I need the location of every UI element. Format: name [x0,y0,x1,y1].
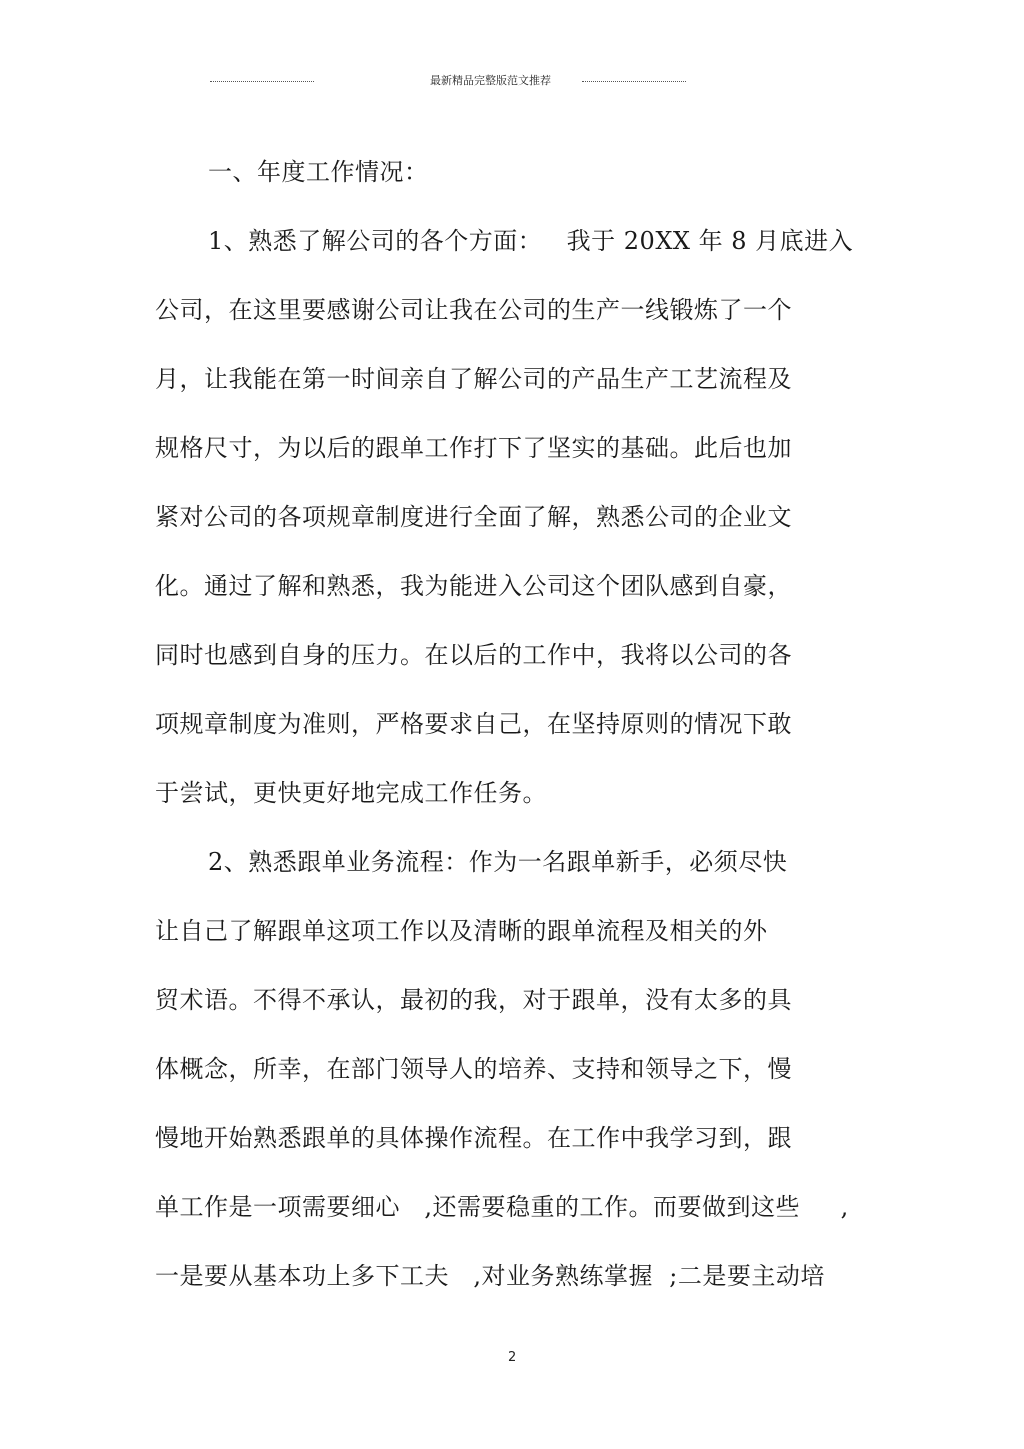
paragraph-line: 规格尺寸，为以后的跟单工作打下了坚实的基础。此后也加 [155,434,792,462]
header-rule-left [210,81,314,82]
paragraph-line: 月，让我能在第一时间亲自了解公司的产品生产工艺流程及 [155,365,792,393]
header-rule-right [582,81,686,82]
paragraph-line: 项规章制度为准则，严格要求自己，在坚持原则的情况下敢 [155,710,792,738]
paragraph-line: 化。通过了解和熟悉，我为能进入公司这个团队感到自豪， [155,572,792,600]
paragraph-line: 慢地开始熟悉跟单的具体操作流程。在工作中我学习到，跟 [155,1124,792,1152]
paragraph-line: 单工作是一项需要细心 ,还需要稳重的工作。而要做到这些 , [155,1193,849,1221]
paragraph-line: 2、熟悉跟单业务流程：作为一名跟单新手，必须尽快 [208,848,788,876]
paragraph-line: 贸术语。不得不承认，最初的我，对于跟单，没有太多的具 [155,986,792,1014]
paragraph-line: 1、熟悉了解公司的各个方面： 我于 20XX 年 8 月底进入 [208,227,854,255]
page-number: 2 [508,1350,517,1365]
paragraph-line: 让自己了解跟单这项工作以及清晰的跟单流程及相关的外 [155,917,768,945]
paragraph-line: 同时也感到自身的压力。在以后的工作中，我将以公司的各 [155,641,792,669]
header-title: 最新精品完整版范文推荐 [430,74,551,87]
paragraph-line: 公司，在这里要感谢公司让我在公司的生产一线锻炼了一个 [155,296,792,324]
paragraph-line: 紧对公司的各项规章制度进行全面了解，熟悉公司的企业文 [155,503,792,531]
paragraph-line: 一是要从基本功上多下工夫 ,对业务熟练掌握 ;二是要主动培 [155,1262,825,1290]
paragraph-line: 于尝试，更快更好地完成工作任务。 [155,779,547,807]
page-header [0,73,1024,89]
paragraph-line: 体概念，所幸，在部门领导人的培养、支持和领导之下，慢 [155,1055,792,1083]
section-heading: 一、年度工作情况： [208,158,429,186]
